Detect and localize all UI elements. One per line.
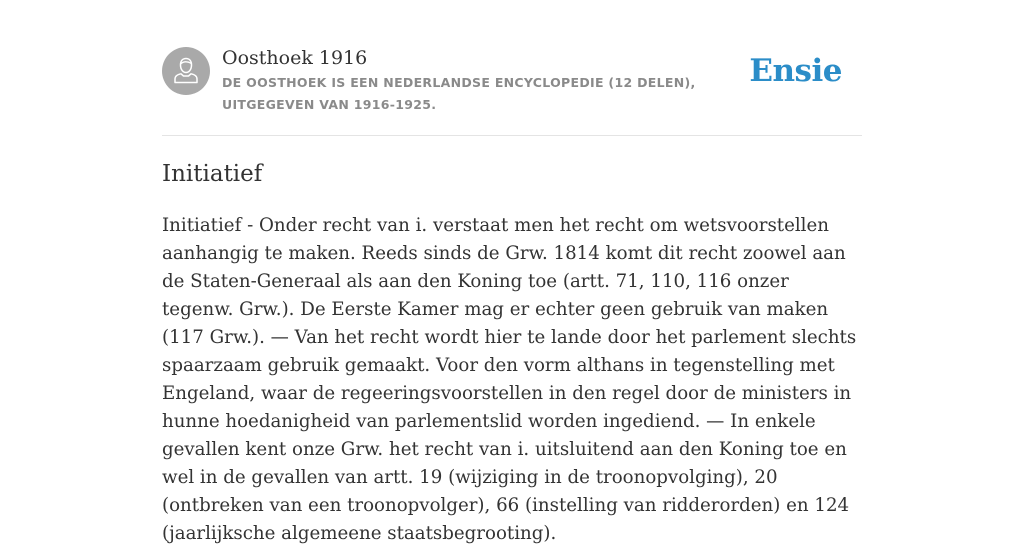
avatar[interactable] [162,47,210,95]
user-icon [162,47,210,95]
source-description: DE OOSTHOEK IS EEN NEDERLANDSE ENCYCLOPEDIE (12 DELEN), UITGEGEVEN VAN 1916-1925. [222,75,696,112]
entry-title: Initiatief [162,161,263,187]
source-title[interactable]: Oosthoek 1916 [222,47,368,69]
header-divider [162,135,862,136]
entry-body: Initiatief - Onder recht van i. verstaat men het recht om wetsvoorstellen aanhangig te maken. Reeds sinds de Grw. 1814 komt dit recht zoowel aan de Staten-Generaal als aan den Koning toe (artt. 71, 110, 116 onzer tegenw. Grw.). De Eerste Kamer mag er echter geen gebruik van maken (117 Grw.). — Van het recht wordt hier te lande door het parlement slechts spaarzaam gebruik gemaakt. Voor den vorm althans in tegenstelling met Engeland, waar de regeeringsvoorstellen in den regel door de ministers in hunne hoedanigheid van parlementslid worden ingediend. — In enkele gevallen kent onze Grw. het recht van i. uitsluitend aan den Koning toe en wel in de gevallen van artt. 19 (wijziging in de troonopvolging), 20 (ontbreken van een troonopvolger), 66 (instelling van ridderorden) en 124 (jaarlijksche algemeene staatsbegrooting). [162,215,857,544]
source-header [162,46,862,116]
ensie-logo[interactable]: Ensie [749,53,842,89]
